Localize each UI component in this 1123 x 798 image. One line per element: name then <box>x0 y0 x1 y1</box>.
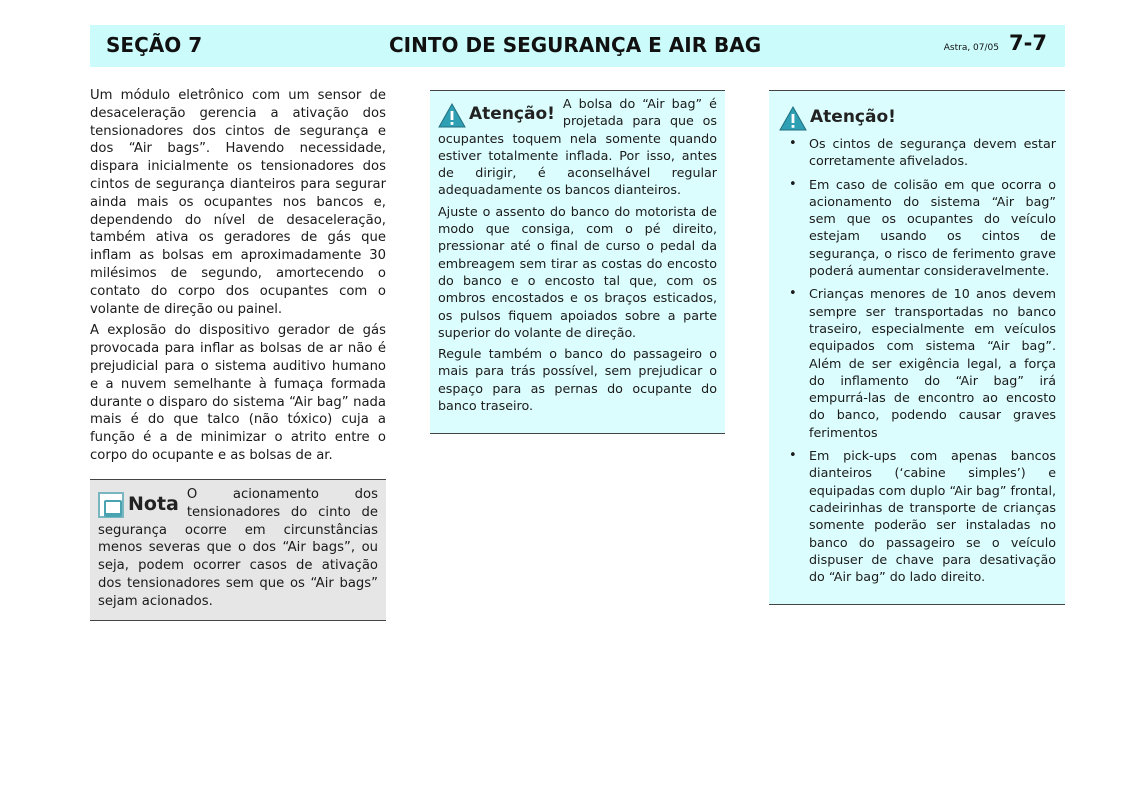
attention-paragraph: Ajuste o assento do banco do motorista de modo que consiga, com o pé direito, pressionar até o final de curso o pedal da embreagem sem tirar as costas do encosto do banco e o encosto tal que, com os ombros encostados e os braços esticados, os pulsos fiquem apoiados sobre a parte superior do volante de direção. <box>438 203 717 340</box>
attention-paragraph: A bolsa do “Air bag” é projetada para que os ocupantes toquem nela somente quando estiver totalmente inflada. Por isso, antes de dirigir, é aconselhável regular adequadamente os bancos dianteiros. <box>438 96 717 198</box>
list-item: • Em caso de colisão em que ocorra o acionamento do sistema “Air bag” sem que os ocupantes do veículo estejam usando os cintos de segurança, o risco de ferimento grave poderá aumentar consideravelmente. <box>779 176 1056 280</box>
page-header <box>90 25 1065 67</box>
warning-triangle-icon <box>438 103 466 128</box>
body-column <box>90 87 386 469</box>
warning-triangle-icon <box>779 106 807 131</box>
note-heading <box>98 492 179 518</box>
attention-box-middle <box>430 90 725 434</box>
body-paragraph: A explosão do dispositivo gerador de gás provocada para inflar as bolsas de ar não é prejudicial para o sistema auditivo humano e a nuvem semelhante à fumaça formada durante o disparo do sistema “Air bag” nada mais é do que talco (não tóxico) cuja a função é a de minimizar o atrito entre o corpo do ocupante e as bolsas de ar. <box>90 323 386 463</box>
attention-bullet-list <box>779 135 1056 585</box>
body-paragraph: Um módulo eletrônico com um sensor de desaceleração gerencia a ativação dos tensionadores dos cintos de segurança e dos “Air bags”. Havendo necessidade, dispara inicialmente os tensionadores dos cintos de segurança dianteiros para segurar ainda mais os ocupantes nos bancos e, dependendo do nível de desaceleração, também ativa os geradores de gás que inflam as bolsas em aproximadamente 30 milésimos de segundo, amortecendo o contato do corpo dos ocupantes com o volante de direção ou painel. <box>90 88 386 317</box>
attention-title: Atenção! <box>469 104 555 125</box>
edition-label: Astra, 07/05 <box>943 43 999 53</box>
note-title: Nota <box>128 493 179 516</box>
section-label: SEÇÃO 7 <box>106 33 203 57</box>
attention-heading <box>779 105 1056 131</box>
list-item: • Os cintos de segurança devem estar corretamente afivelados. <box>779 135 1056 170</box>
list-item: • Em pick-ups com apenas bancos dianteiros (‘cabine simples’) e equipadas com duplo “Air bag” frontal, cadeirinhas de transporte de crianças somente poderão ser instaladas no banco do passageiro se o veículo dispuser de chave para desativação do “Air bag” do lado direito. <box>779 447 1056 585</box>
page-number: 7-7 <box>1009 31 1047 55</box>
attention-paragraph: Regule também o banco do passageiro o mais para trás possível, sem prejudicar o espaço para as pernas do ocupante do banco traseiro. <box>438 346 717 414</box>
chapter-title: CINTO DE SEGURANÇA E AIR BAG <box>389 33 762 57</box>
note-text: O acionamento dos tensionadores do cinto de segurança ocorre em circunstâncias menos severas que o dos “Air bags”, ou seja, podem ocorrer casos de ativação dos tensionadores sem que os “Air bags” sejam acionados. <box>98 487 378 609</box>
attention-title: Atenção! <box>810 107 896 128</box>
attention-heading <box>438 102 555 128</box>
attention-box-right <box>769 90 1065 605</box>
note-icon <box>98 492 124 518</box>
list-item: • Crianças menores de 10 anos devem sempre ser transportadas no banco traseiro, especialmente em veículos equipados com sistema “Air bag”. Além de ser exigência legal, a força do inflamento do “Air bag” irá empurrá-las de encontro ao encosto do banco, podendo causar graves ferimentos <box>779 285 1056 441</box>
note-box <box>90 479 386 621</box>
